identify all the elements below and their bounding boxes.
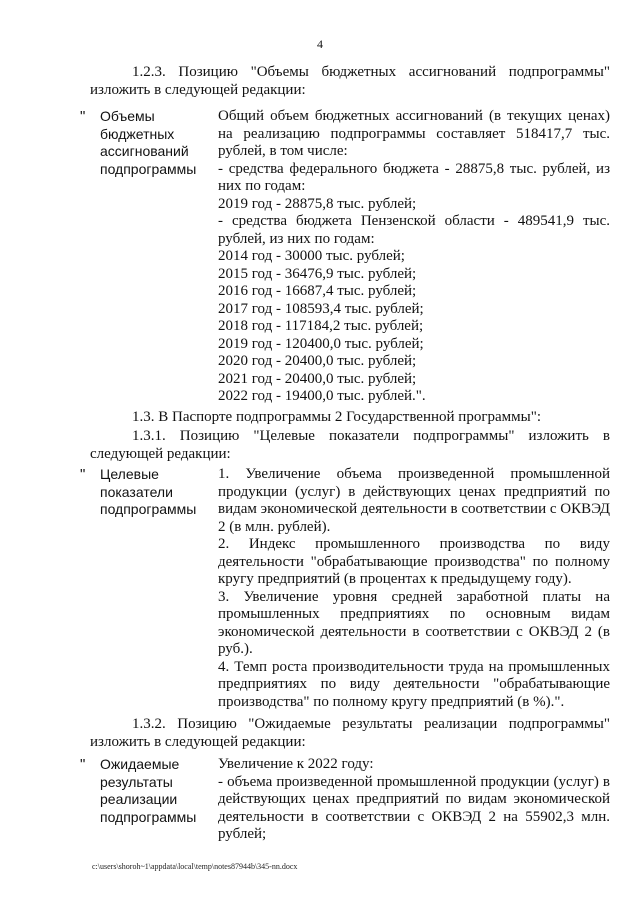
year-amount-line: 2020 год - 20400,0 тыс. рублей; — [218, 353, 417, 369]
budget-position-label — [100, 108, 220, 178]
year-amount-line: 2022 год - 19400,0 тыс. рублей.". — [218, 388, 426, 404]
result-item: - объема произведенной промышленной продукции (услуг) в действующих ценах предприятий по видам экономической деятельности в соответствии с ОКВЭД 2 на 55902,3 млн. рублей; — [218, 773, 610, 842]
results-position-content — [218, 756, 610, 844]
section-1-3-2-heading: 1.3.2. Позицию "Ожидаемые результаты реализации подпрограммы" изложить в следующей редакции: — [90, 716, 610, 750]
target-item: 2. Индекс промышленного производства по виду деятельности "обрабатывающие производства" по полному кругу предприятий (в процентах к предыдущему году). — [218, 536, 610, 587]
label-line: бюджетных — [100, 125, 175, 142]
target-item: 4. Темп роста производительности труда на промышленных предприятиях по виду деятельности "обрабатывающие производства" по полному кругу предприятий (в %).". — [218, 658, 610, 710]
year-amount-line: 2014 год - 30000 тыс. рублей; — [218, 248, 405, 264]
budget-total-text: Общий объем бюджетных ассигнований (в текущих ценах) на реализацию подпрограммы составляет 518417,7 тыс. рублей, в том числе: — [218, 108, 610, 159]
year-amount-line: 2019 год - 28875,8 тыс. рублей; — [218, 195, 417, 212]
label-line: подпрограммы — [100, 160, 197, 177]
target-item: 3. Увеличение уровня средней заработной платы на промышленных предприятиях по основным видам экономической деятельности в соответствии с ОКВЭД 2 (в руб.). — [218, 588, 610, 657]
file-path-footer: c:\users\shoroh~1\appdata\local\temp\notes87944b\345-nn.docx — [92, 862, 298, 871]
opening-quote: " — [80, 756, 86, 773]
targets-position-content — [218, 466, 610, 711]
label-line: ассигнований — [100, 143, 189, 159]
page-number: 4 — [317, 37, 323, 51]
year-amount-line: 2018 год - 117184,2 тыс. рублей; — [218, 318, 424, 334]
budget-position-content — [218, 108, 610, 406]
year-amount-line: 2017 год - 108593,4 тыс. рублей; — [218, 300, 424, 317]
label-line: Объемы — [100, 108, 155, 124]
year-amount-line: 2019 год - 120400,0 тыс. рублей; — [218, 335, 424, 352]
opening-quote: " — [80, 466, 86, 483]
federal-budget-text: - средства федерального бюджета - 28875,8 тыс. рублей, из них по годам: — [218, 160, 610, 194]
target-item: 1. Увеличение объема произведенной промышленной продукции (услуг) в действующих ценах предприятий по видам экономической деятельности в соответствии с ОКВЭД 2 (в млн. рублей). — [218, 466, 610, 535]
section-1-3-heading: 1.3. В Паспорте подпрограммы 2 Государственной программы": — [132, 409, 541, 425]
label-line: показатели — [100, 483, 173, 500]
label-line: реализации — [100, 791, 178, 807]
results-intro: Увеличение к 2022 году: — [218, 756, 374, 772]
section-1-2-3-heading: 1.2.3. Позицию "Объемы бюджетных ассигнований подпрограммы" изложить в следующей редакции: — [90, 64, 610, 98]
label-line: подпрограммы — [100, 808, 197, 825]
label-line: Целевые — [100, 466, 159, 482]
opening-quote: " — [80, 108, 86, 125]
section-1-3-1-heading: 1.3.1. Позицию "Целевые показатели подпрограммы" изложить в следующей редакции: — [90, 428, 610, 462]
year-amount-line: 2015 год - 36476,9 тыс. рублей; — [218, 265, 417, 282]
year-amount-line: 2016 год - 16687,4 тыс. рублей; — [218, 283, 417, 299]
targets-position-label — [100, 466, 220, 519]
regional-budget-text: - средства бюджета Пензенской области - 489541,9 тыс. рублей, из них по годам: — [218, 213, 610, 247]
label-line: результаты — [100, 773, 173, 790]
results-position-label — [100, 756, 220, 826]
label-line: Ожидаемые — [100, 756, 180, 772]
year-amount-line: 2021 год - 20400,0 тыс. рублей; — [218, 370, 417, 387]
label-line: подпрограммы — [100, 501, 197, 517]
